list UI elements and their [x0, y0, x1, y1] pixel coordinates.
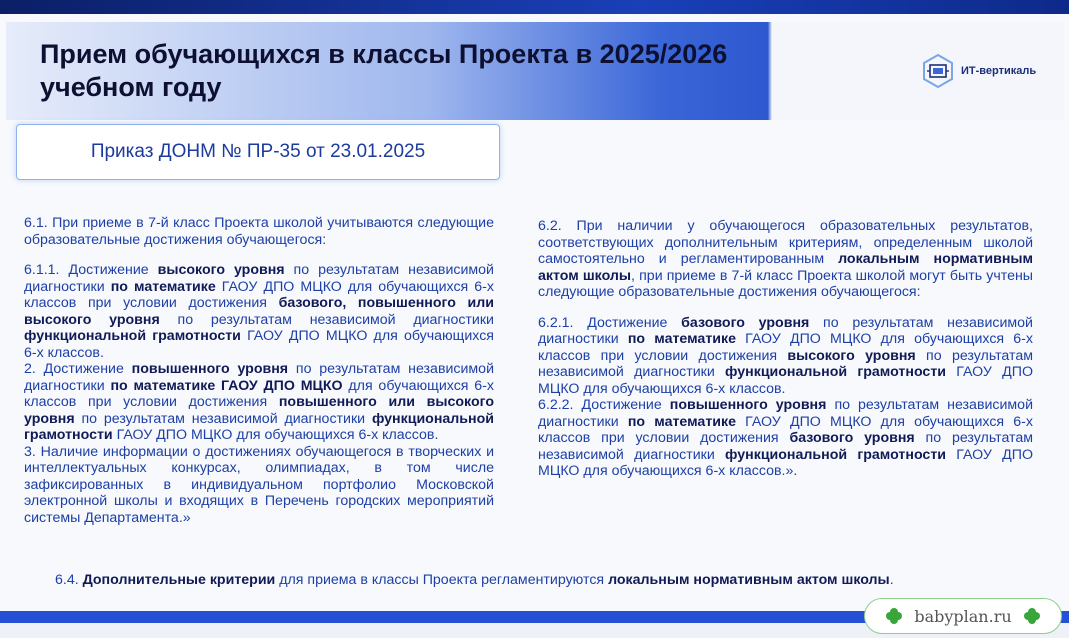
order-reference: Приказ ДОНМ № ПР-35 от 23.01.2025: [90, 141, 426, 162]
clover-icon: [884, 606, 904, 626]
logo-chip-icon: [921, 54, 955, 88]
babyplan-watermark: [864, 598, 1062, 634]
paragraph-2: 2. Достижение повышенного уровня по результатам независимой диагностики по математике ГАОУ ДПО МЦКО для обучающихся 6-х классов при условии достижения повышенного или высокого уровня по результатам независимой диагностики функциональной грамотности ГАОУ ДПО МЦКО для обучающихся 6-х классов.: [24, 361, 495, 443]
slide-title: Прием обучающихся в классы Проекта в 2025/2026 учебном году: [40, 39, 728, 102]
paragraph-6-2: 6.2. При наличии у обучающегося образовательных результатов, соответствующих дополнительным критериям, определенным школой самостоятельно и регламентированным локальным нормативным актом школы, при приеме в 7-й класс Проекта школой могут быть учтены следующие образовательные достижения обучающегося:: [538, 218, 1033, 300]
order-reference-box: [16, 124, 500, 180]
paragraph-3: 3. Наличие информации о достижениях обучающегося в творческих и интеллектуальных конкурсах, олимпиадах, в том числе зафиксированных в индивидуальном портфолио Московской электронной школы и входящих в Перечень городских мероприятий системы Департамента.»: [24, 443, 494, 526]
logo-text: ИТ-вертикаль: [961, 65, 1037, 77]
paragraph-6-1: 6.1. При приеме в 7-й класс Проекта школой учитываются следующие образовательные достижения обучающегося:: [24, 215, 494, 248]
paragraph-6-2-2: 6.2.2. Достижение повышенного уровня по результатам независимой диагностики по математике ГАОУ ДПО МЦКО для обучающихся 6-х классов при условии достижения базового уровня по результатам независимой диагностики функциональной грамотности ГАОУ ДПО МЦКО для обучающихся 6-х классов.».: [538, 397, 1034, 479]
clover-icon: [1022, 606, 1042, 626]
top-window-bar: [0, 0, 1069, 14]
paragraph-6-4: 6.4. Дополнительные критерии для приема в классы Проекта регламентируются локальным нормативным актом школы.: [55, 572, 894, 588]
watermark-text: babyplan.ru: [914, 606, 1012, 626]
right-column: [538, 218, 1033, 480]
paragraph-6-2-1: 6.2.1. Достижение базового уровня по результатам независимой диагностики по математике ГАОУ ДПО МЦКО для обучающихся 6-х классов при условии достижения высокого уровня по результатам независимой диагностики функциональной грамотности ГАОУ ДПО МЦКО для обучающихся 6-х классов.: [538, 314, 1034, 397]
paragraph-6-1-1: 6.1.1. Достижение высокого уровня по результатам независимой диагностики по математике ГАОУ ДПО МЦКО для обучающихся 6-х классов при условии достижения базового, повышенного или высокого уровня по результатам независимой диагностики функциональной грамотности ГАОУ ДПО МЦКО для обучающихся 6-х классов.: [24, 262, 495, 361]
it-vertical-logo: [921, 52, 1051, 90]
left-column: [24, 215, 494, 526]
